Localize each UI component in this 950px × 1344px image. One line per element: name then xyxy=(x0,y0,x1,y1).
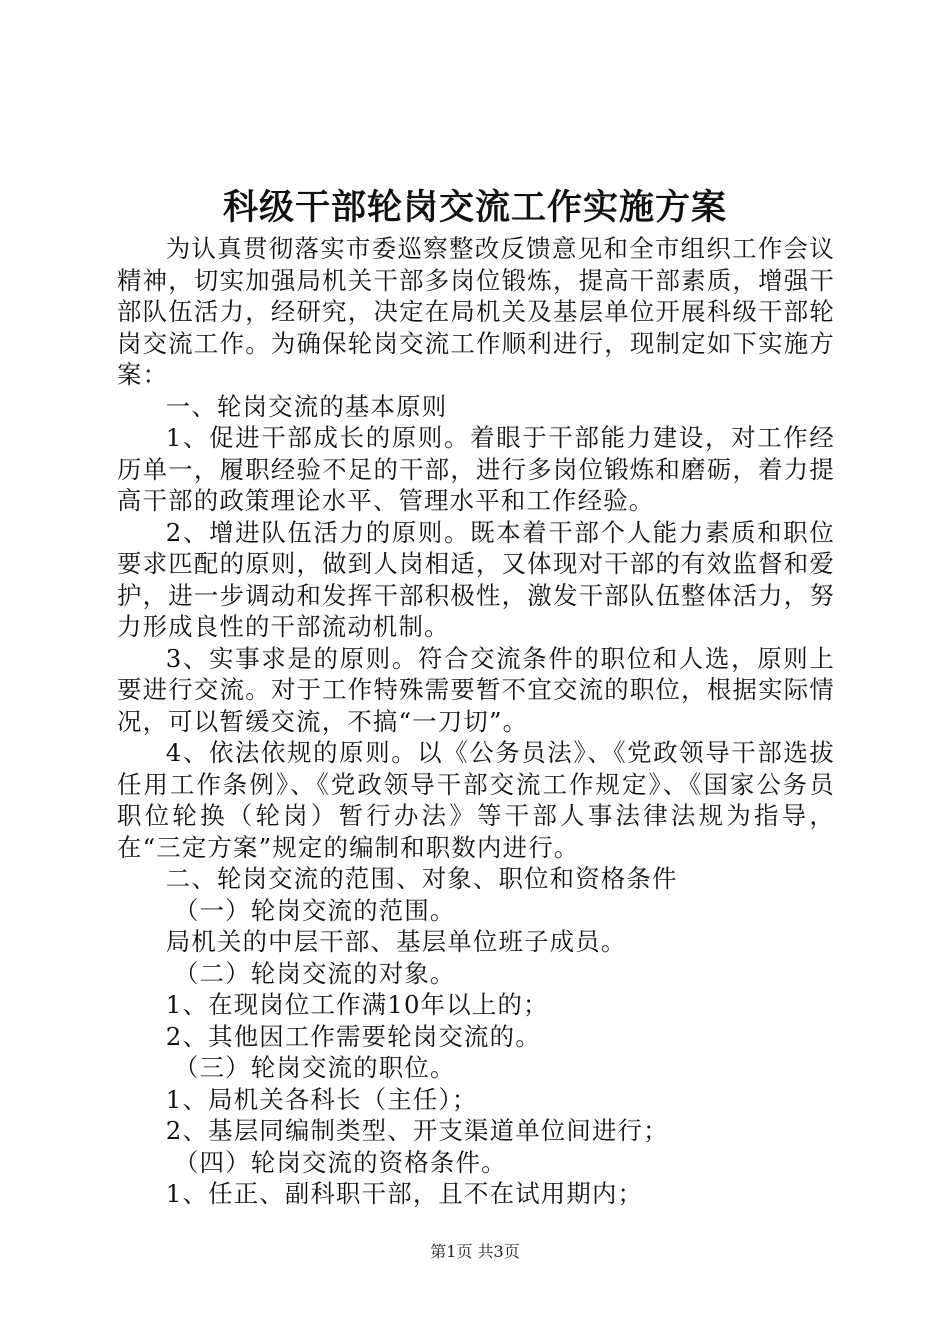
qualification-item-1: 1、任正、副科职干部，且不在试用期内； xyxy=(165,1179,644,1208)
section-heading-principles: 一、轮岗交流的基本原则 xyxy=(165,391,448,421)
scope-text: 局机关的中层干部、基层单位班子成员。 xyxy=(165,927,627,956)
section-heading-scope: 二、轮岗交流的范围、对象、职位和资格条件 xyxy=(165,864,678,893)
principle-3-paragraph: 3、实事求是的原则。符合交流条件的职位和人选，原则上要进行交流。对于工作特殊需要暂不宜交流的职位，根据实际情况，可以暂缓交流，不搞“一刀切”。 xyxy=(117,643,835,736)
target-item-2: 2、其他因工作需要轮岗交流的。 xyxy=(165,1021,541,1051)
subheading-positions: （三）轮岗交流的职位。 xyxy=(174,1053,456,1082)
principle-2-paragraph: 2、增进队伍活力的原则。既本着干部个人能力素质和职位要求匹配的原则，做到人岗相适，又体现对干部的有效监督和爱护，进一步调动和发挥干部积极性，激发干部队伍整体活力，努力形成良性的干部流动机制。 xyxy=(117,517,835,641)
position-item-2: 2、基层同编制类型、开支渠道单位间进行； xyxy=(165,1116,669,1145)
document-body xyxy=(117,233,835,1210)
page-number-footer: 第1页 共3页 xyxy=(430,1242,520,1261)
principle-4-paragraph: 4、依法依规的原则。以《公务员法》、《党政领导干部选拔任用工作条例》、《党政领导干部交流工作规定》、《国家公务员职位轮换（轮岗）暂行办法》等干部人事法律法规为指导，在“三定方案”规定的编制和职数内进行。 xyxy=(117,738,835,862)
subheading-qualifications: （四）轮岗交流的资格条件。 xyxy=(174,1147,507,1177)
principle-1-paragraph: 1、促进干部成长的原则。着眼于干部能力建设，对工作经历单一，履职经验不足的干部，进行多岗位锻炼和磨砺，着力提高干部的政策理论水平、管理水平和工作经验。 xyxy=(117,423,835,515)
subheading-targets: （二）轮岗交流的对象。 xyxy=(174,958,456,988)
target-item-1: 1、在现岗位工作满10年以上的； xyxy=(165,990,549,1019)
subheading-scope: （一）轮岗交流的范围。 xyxy=(174,895,456,925)
position-item-1: 1、局机关各科长（主任）； xyxy=(165,1084,478,1114)
document-title: 科级干部轮岗交流工作实施方案 xyxy=(222,187,727,228)
intro-paragraph: 为认真贯彻落实市委巡察整改反馈意见和全市组织工作会议精神，切实加强局机关干部多岗位锻炼，提高干部素质，增强干部队伍活力，经研究，决定在局机关及基层单位开展科级干部轮岗交流工作。为确保轮岗交流工作顺利进行，现制定如下实施方案： xyxy=(117,234,835,389)
